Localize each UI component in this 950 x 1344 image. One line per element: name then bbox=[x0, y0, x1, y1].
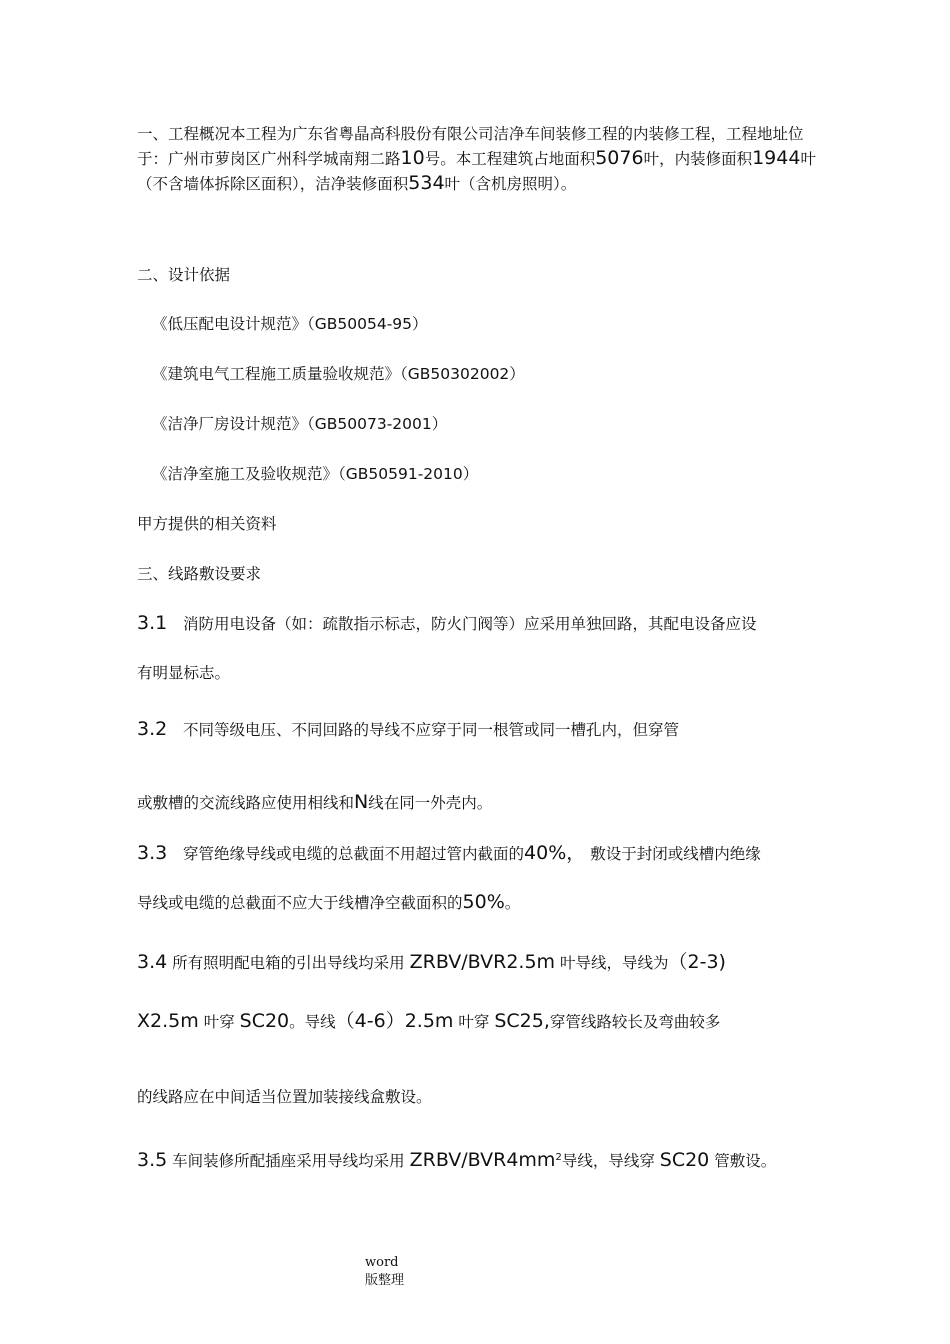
percent-value: 50% bbox=[462, 891, 505, 913]
clause-text: 或敷槽的交流线路应使用相线和 bbox=[137, 794, 355, 812]
clause-text: 线在同一外壳内。 bbox=[368, 794, 493, 812]
overview-decoration-area: 1944 bbox=[752, 147, 801, 169]
cable-spec: X2.5m bbox=[137, 1010, 199, 1032]
clause-text: 。 bbox=[504, 894, 521, 912]
neutral-letter: N bbox=[354, 791, 369, 813]
clause-3-2-line-1 bbox=[137, 717, 679, 742]
conduit-spec: SC20 bbox=[239, 1010, 290, 1032]
clause-number: 3.5 bbox=[137, 1149, 168, 1171]
overview-text-4: 叶（不含墙体拆除区面积），洁净装修面积 bbox=[137, 150, 816, 193]
footer-line-2: 版整理 bbox=[365, 1273, 405, 1288]
clause-3-3-line-2 bbox=[137, 890, 520, 915]
clause-text: 敷设于封闭或线槽内绝缘 bbox=[590, 845, 761, 863]
clause-number: 3.1 bbox=[137, 612, 168, 634]
overview-clean-area: 534 bbox=[408, 172, 445, 194]
clause-number: 3.2 bbox=[137, 718, 168, 740]
clause-3-1-line-1 bbox=[137, 611, 757, 636]
clause-text: 穿管线路较长及弯曲较多 bbox=[549, 1013, 721, 1031]
overview-road-number: 10 bbox=[400, 147, 425, 169]
conduit-spec: SC20 bbox=[659, 1149, 710, 1171]
cable-spec: ZRBV/BVR2.5m bbox=[409, 951, 556, 973]
overview-land-area: 5076 bbox=[595, 147, 644, 169]
clause-text: 不同等级电压、不同回路的导线不应穿于同一根管或同一槽孔内，但穿管 bbox=[183, 721, 680, 739]
cable-spec: ZRBV/BVR4mm bbox=[409, 1149, 556, 1171]
clause-text: 。导线 bbox=[289, 1013, 336, 1031]
clause-text: 消防用电设备（如：疏散指示标志，防火门阀等）应采用单独回路，其配电设备应设 bbox=[183, 615, 757, 633]
overview-text-3: 叶，内装修面积 bbox=[643, 150, 753, 168]
clause-text: 车间装修所配插座采用导线均采用 bbox=[172, 1152, 405, 1170]
clause-3-4-line-2 bbox=[137, 1009, 720, 1034]
basis-extra: 甲方提供的相关资料 bbox=[137, 515, 277, 533]
page-footer bbox=[365, 1254, 404, 1290]
clause-text: 叶穿 bbox=[203, 1013, 235, 1031]
clause-3-3-line-1 bbox=[137, 841, 761, 866]
clause-text: 叶穿 bbox=[458, 1013, 490, 1031]
clause-3-1-line-2: 有明显标志。 bbox=[137, 664, 231, 682]
design-basis-heading: 二、设计依据 bbox=[137, 266, 231, 284]
basis-item: 《洁净室施工及验收规范》（GB50591-2010） bbox=[152, 465, 479, 483]
project-overview-paragraph bbox=[137, 122, 817, 196]
clause-text: 导线，导线穿 bbox=[561, 1152, 655, 1170]
overview-text-2: 号。本工程建筑占地面积 bbox=[424, 150, 596, 168]
footer-line-1: word bbox=[365, 1255, 399, 1270]
clause-text: 管敷设。 bbox=[714, 1152, 777, 1170]
wiring-heading: 三、线路敷设要求 bbox=[137, 565, 262, 583]
cable-count: （2-3) bbox=[668, 951, 726, 973]
basis-item: 《建筑电气工程施工质量验收规范》（GB50302002） bbox=[152, 365, 525, 383]
clause-text: 叶导线，导线为 bbox=[560, 954, 669, 972]
overview-text-1: 一、工程概况本工程为广东省粤晶高科股份有限公司洁净车间装修工程的内装修工程，工程地址位于：广州市萝岗区广州科学城南翔二路 bbox=[137, 125, 804, 168]
overview-text-5: 叶（含机房照明）。 bbox=[444, 175, 577, 193]
percent-value: 40%， bbox=[524, 842, 586, 864]
conduit-spec: SC25, bbox=[494, 1010, 550, 1032]
superscript-2: 2 bbox=[555, 1151, 562, 1163]
basis-item: 《低压配电设计规范》（GB50054-95） bbox=[152, 315, 428, 333]
clause-number: 3.3 bbox=[137, 842, 168, 864]
clause-3-5-line-1 bbox=[137, 1148, 776, 1173]
clause-text: 穿管绝缘导线或电缆的总截面不用超过管内截面的 bbox=[183, 845, 525, 863]
clause-text: 导线或电缆的总截面不应大于线槽净空截面积的 bbox=[137, 894, 463, 912]
clause-text: 所有照明配电箱的引出导线均采用 bbox=[172, 954, 405, 972]
cable-spec: （4-6）2.5m bbox=[335, 1010, 454, 1032]
clause-3-2-line-2 bbox=[137, 790, 492, 815]
clause-number: 3.4 bbox=[137, 951, 168, 973]
basis-item: 《洁净厂房设计规范》（GB50073-2001） bbox=[152, 415, 448, 433]
clause-3-4-line-3: 的线路应在中间适当位置加装接线盒敷设。 bbox=[137, 1088, 432, 1106]
clause-3-4-line-1 bbox=[137, 950, 726, 975]
